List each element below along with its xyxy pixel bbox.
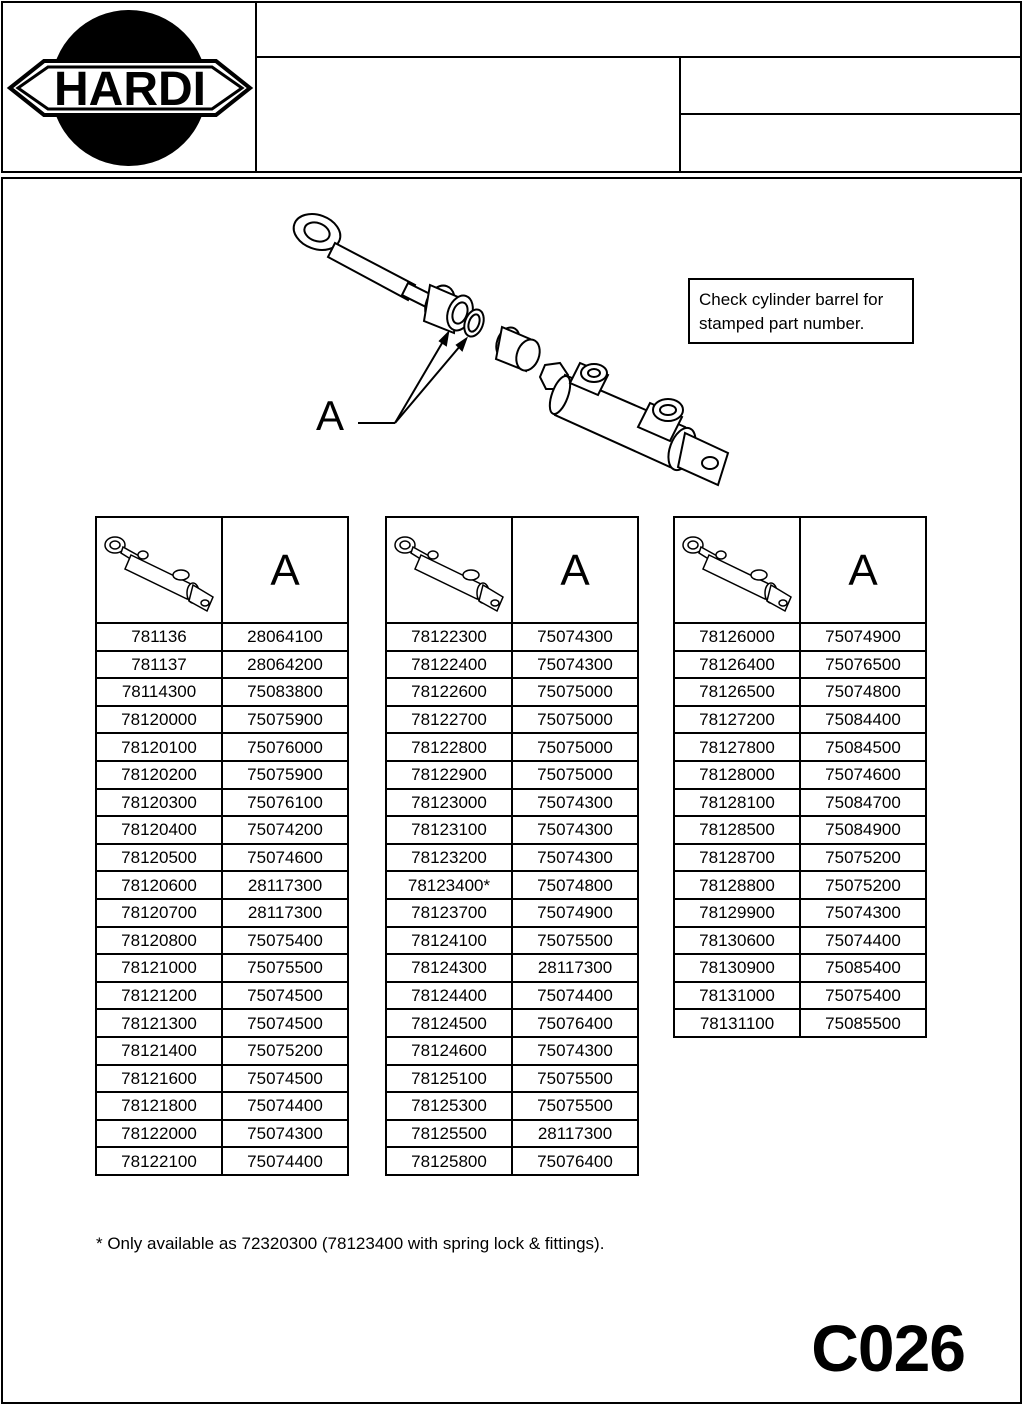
cylinder-part-number: 78122900 <box>386 761 512 789</box>
cylinder-part-number: 78128500 <box>674 816 800 844</box>
cylinder-part-number: 78120800 <box>96 927 222 955</box>
table-row <box>386 1147 638 1175</box>
piston-rod <box>328 243 415 300</box>
seal-kit-part-number: 75074400 <box>222 1147 348 1175</box>
table-row <box>674 1009 926 1037</box>
seal-kit-part-number: 75076100 <box>222 789 348 817</box>
cylinder-part-number: 78122700 <box>386 706 512 734</box>
cylinder-exploded-diagram <box>290 205 740 495</box>
cylinder-part-number: 78122000 <box>96 1120 222 1148</box>
seal-kit-part-number: 75085400 <box>800 954 926 982</box>
table-row <box>674 706 926 734</box>
note-line-2: stamped part number. <box>699 314 865 333</box>
table-row <box>96 651 348 679</box>
title-divider <box>255 56 1022 58</box>
cylinder-part-number: 78124100 <box>386 927 512 955</box>
table-row <box>96 954 348 982</box>
cylinder-part-number: 78120400 <box>96 816 222 844</box>
table-row <box>386 1037 638 1065</box>
cylinder-image-cell <box>96 517 222 623</box>
seal-kit-part-number: 75074300 <box>512 844 638 872</box>
cylinder-part-number: 78130900 <box>674 954 800 982</box>
seal-kit-part-number: 75076500 <box>800 651 926 679</box>
table-row <box>96 1037 348 1065</box>
table-row <box>386 871 638 899</box>
cylinder-part-number: 78123000 <box>386 789 512 817</box>
table-row <box>386 789 638 817</box>
table-row <box>96 871 348 899</box>
table-row <box>96 761 348 789</box>
cylinder-image-cell <box>386 517 512 623</box>
seal-kit-part-number: 75084900 <box>800 816 926 844</box>
cylinder-part-number: 78129900 <box>674 899 800 927</box>
table-row <box>96 816 348 844</box>
table-row <box>674 982 926 1010</box>
cylinder-part-number: 78126400 <box>674 651 800 679</box>
seal-kit-part-number: 75074900 <box>512 899 638 927</box>
table-row <box>96 899 348 927</box>
parts-table-3 <box>673 516 927 1038</box>
cylinder-part-number: 78124500 <box>386 1009 512 1037</box>
cylinder-part-number: 78124300 <box>386 954 512 982</box>
table-row <box>674 871 926 899</box>
cylinder-part-number: 78122300 <box>386 623 512 651</box>
seal-kit-part-number: 75075400 <box>222 927 348 955</box>
seal-kit-part-number: 75075500 <box>512 927 638 955</box>
cylinder-thumbnail-icon <box>679 527 795 613</box>
table-row <box>674 761 926 789</box>
table-row <box>386 816 638 844</box>
cylinder-part-number: 78121600 <box>96 1065 222 1093</box>
table-row <box>96 733 348 761</box>
seal-kit-part-number: 75076400 <box>512 1147 638 1175</box>
seal-kit-part-number: 75074300 <box>512 623 638 651</box>
check-barrel-note <box>688 278 914 344</box>
seal-kit-part-number: 75074400 <box>222 1092 348 1120</box>
table-row <box>386 1009 638 1037</box>
seal-kit-part-number: 75075500 <box>512 1092 638 1120</box>
table-row <box>386 982 638 1010</box>
logo-text: HARDI <box>54 63 206 116</box>
seal-kit-part-number: 75074300 <box>512 651 638 679</box>
cylinder-part-number: 78131100 <box>674 1009 800 1037</box>
title-divider <box>255 1 257 173</box>
cylinder-part-number: 78120700 <box>96 899 222 927</box>
cylinder-part-number: 78125500 <box>386 1120 512 1148</box>
seal-kit-part-number: 75075000 <box>512 706 638 734</box>
seal-kit-part-number: 75075500 <box>222 954 348 982</box>
table-row <box>96 1147 348 1175</box>
cylinder-part-number: 78123700 <box>386 899 512 927</box>
seal-kit-part-number: 28117300 <box>222 871 348 899</box>
cylinder-part-number: 78128700 <box>674 844 800 872</box>
seal-kit-part-number: 75075200 <box>222 1037 348 1065</box>
cylinder-part-number: 78120100 <box>96 733 222 761</box>
cylinder-part-number: 78120300 <box>96 789 222 817</box>
seal-kit-part-number: 75074500 <box>222 1065 348 1093</box>
cylinder-part-number: 78114300 <box>96 678 222 706</box>
seal-kit-part-number: 75084700 <box>800 789 926 817</box>
seal-kit-part-number: 28064200 <box>222 651 348 679</box>
table-row <box>674 623 926 651</box>
cylinder-part-number: 78120600 <box>96 871 222 899</box>
seal-kit-part-number: 75076000 <box>222 733 348 761</box>
cylinder-part-number: 78123200 <box>386 844 512 872</box>
table-row <box>96 1009 348 1037</box>
seal-kit-part-number: 75075000 <box>512 678 638 706</box>
table-row <box>96 789 348 817</box>
table-row <box>674 733 926 761</box>
table-row <box>96 982 348 1010</box>
cylinder-part-number: 78120200 <box>96 761 222 789</box>
table-row <box>386 623 638 651</box>
table-row <box>674 844 926 872</box>
table-row <box>674 927 926 955</box>
title-divider <box>679 113 1022 115</box>
seal-kit-part-number: 75074600 <box>800 761 926 789</box>
seal-kit-part-number: 75076400 <box>512 1009 638 1037</box>
cylinder-part-number: 78125300 <box>386 1092 512 1120</box>
seal-kit-part-number: 75074200 <box>222 816 348 844</box>
column-header-a: A <box>512 517 638 623</box>
cylinder-part-number: 78125100 <box>386 1065 512 1093</box>
table-row <box>386 1120 638 1148</box>
seal-kit-part-number: 75074500 <box>222 1009 348 1037</box>
seal-kit-part-number: 75075900 <box>222 761 348 789</box>
table-row <box>386 1065 638 1093</box>
table-row <box>96 1092 348 1120</box>
seal-kit-part-number: 75074400 <box>512 982 638 1010</box>
seal-kit-part-number: 75074300 <box>512 816 638 844</box>
seal-kit-part-number: 75075500 <box>512 1065 638 1093</box>
cylinder-part-number: 78131000 <box>674 982 800 1010</box>
cylinder-part-number: 78127200 <box>674 706 800 734</box>
seal-kit-part-number: 75083800 <box>222 678 348 706</box>
table-row <box>386 954 638 982</box>
table-row <box>674 651 926 679</box>
cylinder-part-number: 78121200 <box>96 982 222 1010</box>
table-row <box>386 678 638 706</box>
cylinder-part-number: 78123100 <box>386 816 512 844</box>
seal-kit-part-number: 75074300 <box>222 1120 348 1148</box>
cylinder-part-number: 78121400 <box>96 1037 222 1065</box>
seal-kit-part-number: 75074600 <box>222 844 348 872</box>
cylinder-part-number: 78126000 <box>674 623 800 651</box>
table-row <box>386 844 638 872</box>
cylinder-part-number: 781137 <box>96 651 222 679</box>
seal-kit-part-number: 75075000 <box>512 761 638 789</box>
parts-table-2 <box>385 516 639 1176</box>
table-row <box>96 927 348 955</box>
cylinder-image-cell <box>674 517 800 623</box>
cylinder-part-number: 78124400 <box>386 982 512 1010</box>
table-row <box>96 1120 348 1148</box>
parts-table-1 <box>95 516 349 1176</box>
cylinder-part-number: 78120000 <box>96 706 222 734</box>
seal-kit-part-number: 75074300 <box>800 899 926 927</box>
seal-kit-part-number: 75074800 <box>512 871 638 899</box>
seal-kit-part-number: 75074800 <box>800 678 926 706</box>
cylinder-part-number: 78121800 <box>96 1092 222 1120</box>
table-row <box>386 706 638 734</box>
seal-kit-part-number: 75074400 <box>800 927 926 955</box>
hardi-logo <box>4 8 254 168</box>
cylinder-part-number: 78127800 <box>674 733 800 761</box>
cylinder-part-number: 78128100 <box>674 789 800 817</box>
table-row <box>674 789 926 817</box>
seal-kit-part-number: 75075200 <box>800 844 926 872</box>
table-row <box>674 899 926 927</box>
column-header-a: A <box>222 517 348 623</box>
cylinder-thumbnail-icon <box>391 527 507 613</box>
cylinder-part-number: 78128800 <box>674 871 800 899</box>
cylinder-part-number: 78126500 <box>674 678 800 706</box>
table-row <box>386 927 638 955</box>
cylinder-part-number: 78122100 <box>96 1147 222 1175</box>
table-row <box>96 706 348 734</box>
cylinder-part-number: 78120500 <box>96 844 222 872</box>
seal-kit-part-number: 28064100 <box>222 623 348 651</box>
column-header-a: A <box>800 517 926 623</box>
seal-kit-part-number: 28117300 <box>512 954 638 982</box>
cylinder-part-number: 78122400 <box>386 651 512 679</box>
cylinder-part-number: 781136 <box>96 623 222 651</box>
cylinder-part-number: 78130600 <box>674 927 800 955</box>
table-row <box>96 1065 348 1093</box>
cylinder-part-number: 78125800 <box>386 1147 512 1175</box>
table-header-row <box>674 517 926 623</box>
cylinder-part-number: 78123400* <box>386 871 512 899</box>
cylinder-part-number: 78121000 <box>96 954 222 982</box>
table-row <box>96 678 348 706</box>
table-row <box>674 816 926 844</box>
table-header-row <box>96 517 348 623</box>
seal-kit-part-number: 28117300 <box>222 899 348 927</box>
cylinder-part-number: 78122600 <box>386 678 512 706</box>
cylinder-thumbnail-icon <box>101 527 217 613</box>
table-row <box>386 899 638 927</box>
page-code: C026 <box>811 1311 965 1385</box>
table-row <box>386 1092 638 1120</box>
seal-kit-part-number: 75085500 <box>800 1009 926 1037</box>
seal-kit-part-number: 75075400 <box>800 982 926 1010</box>
seal-kit-part-number: 75074500 <box>222 982 348 1010</box>
table-row <box>96 844 348 872</box>
seal-kit-part-number: 75074300 <box>512 1037 638 1065</box>
seal-kit-part-number: 75084500 <box>800 733 926 761</box>
seal-kit-part-number: 28117300 <box>512 1120 638 1148</box>
note-line-1: Check cylinder barrel for <box>699 290 884 309</box>
seal-kit-part-number: 75075000 <box>512 733 638 761</box>
table-row <box>386 651 638 679</box>
table-row <box>674 954 926 982</box>
cylinder-part-number: 78128000 <box>674 761 800 789</box>
table-row <box>674 678 926 706</box>
cylinder-part-number: 78121300 <box>96 1009 222 1037</box>
seal-kit-part-number: 75074300 <box>512 789 638 817</box>
table-header-row <box>386 517 638 623</box>
availability-footnote: * Only available as 72320300 (78123400 with spring lock & fittings). <box>96 1234 605 1253</box>
seal-kit-part-number: 75075900 <box>222 706 348 734</box>
seal-kit-part-number: 75084400 <box>800 706 926 734</box>
table-row <box>386 761 638 789</box>
cylinder-part-number: 78124600 <box>386 1037 512 1065</box>
seal-kit-part-number: 75074900 <box>800 623 926 651</box>
seal-kit-part-number: 75075200 <box>800 871 926 899</box>
cylinder-part-number: 78122800 <box>386 733 512 761</box>
table-row <box>96 623 348 651</box>
callout-label-a: A <box>316 392 345 439</box>
table-row <box>386 733 638 761</box>
